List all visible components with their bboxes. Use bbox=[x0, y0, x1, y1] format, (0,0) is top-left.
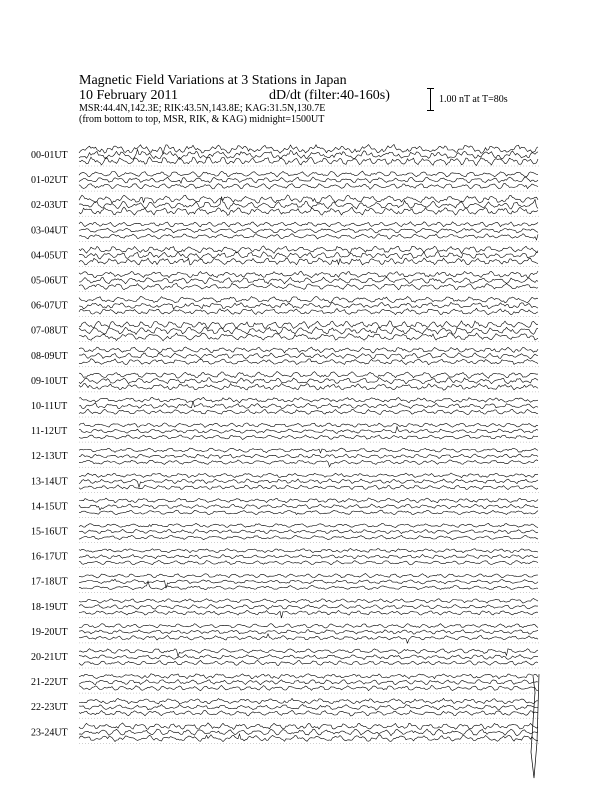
row-label-01-02UT: 01-02UT bbox=[31, 175, 68, 187]
scale-bar-label: 1.00 nT at T=80s bbox=[439, 94, 508, 105]
row-label-16-17UT: 16-17UT bbox=[31, 551, 68, 563]
trace-RIK-15-16UT bbox=[79, 529, 538, 533]
row-label-05-06UT: 05-06UT bbox=[31, 275, 68, 287]
trace-KAG-18-19UT bbox=[79, 599, 538, 604]
trace-MSR-15-16UT bbox=[79, 535, 538, 539]
trace-MSR-00-01UT bbox=[79, 157, 538, 166]
trace-MSR-09-10UT bbox=[79, 384, 538, 391]
trace-RIK-21-22UT bbox=[79, 680, 538, 685]
trace-MSR-08-09UT bbox=[79, 359, 538, 365]
trace-MSR-06-07UT bbox=[79, 308, 538, 315]
trace-RIK-10-11UT bbox=[79, 401, 538, 409]
trace-RIK-11-12UT bbox=[79, 427, 538, 434]
trace-KAG-16-17UT bbox=[79, 549, 538, 553]
trace-RIK-03-04UT bbox=[79, 228, 538, 233]
trace-KAG-14-15UT bbox=[79, 498, 538, 503]
trace-MSR-14-15UT bbox=[79, 510, 538, 515]
chart-date: 10 February 2011 bbox=[79, 88, 179, 103]
trace-KAG-15-16UT bbox=[79, 523, 538, 527]
trace-MSR-13-14UT bbox=[79, 485, 538, 490]
trace-MSR-02-03UT bbox=[79, 207, 538, 215]
trace-KAG-13-14UT bbox=[79, 473, 538, 478]
trace-KAG-10-11UT bbox=[79, 397, 538, 402]
trace-RIK-06-07UT bbox=[79, 302, 538, 309]
trace-KAG-17-18UT bbox=[79, 574, 538, 578]
trace-RIK-08-09UT bbox=[79, 353, 538, 359]
trace-MSR-11-12UT bbox=[79, 435, 538, 440]
trace-KAG-00-01UT bbox=[79, 145, 538, 155]
trace-spike bbox=[531, 674, 539, 778]
trace-RIK-17-18UT bbox=[79, 579, 538, 588]
trace-KAG-22-23UT bbox=[79, 698, 538, 704]
trace-RIK-22-23UT bbox=[79, 704, 538, 710]
row-label-07-08UT: 07-08UT bbox=[31, 325, 68, 337]
trace-MSR-07-08UT bbox=[79, 333, 538, 341]
trace-KAG-07-08UT bbox=[79, 321, 538, 329]
row-label-12-13UT: 12-13UT bbox=[31, 451, 68, 463]
row-label-10-11UT: 10-11UT bbox=[31, 401, 68, 412]
trace-RIK-16-17UT bbox=[79, 554, 538, 558]
row-label-04-05UT: 04-05UT bbox=[31, 250, 68, 262]
trace-KAG-09-10UT bbox=[79, 372, 538, 379]
row-label-23-24UT: 23-24UT bbox=[31, 727, 68, 739]
trace-MSR-16-17UT bbox=[79, 561, 538, 565]
row-label-19-20UT: 19-20UT bbox=[31, 626, 68, 638]
trace-KAG-12-13UT bbox=[79, 448, 538, 453]
trace-MSR-12-13UT bbox=[79, 460, 538, 467]
trace-KAG-11-12UT bbox=[79, 423, 538, 428]
trace-MSR-22-23UT bbox=[79, 710, 538, 716]
row-label-09-10UT: 09-10UT bbox=[31, 375, 68, 387]
row-label-18-19UT: 18-19UT bbox=[31, 601, 68, 613]
row-label-02-03UT: 02-03UT bbox=[31, 200, 68, 212]
trace-KAG-19-20UT bbox=[79, 624, 538, 628]
row-label-11-12UT: 11-12UT bbox=[31, 426, 68, 438]
chart-title: Magnetic Field Variations at 3 Stations in Japan bbox=[79, 73, 347, 88]
row-label-14-15UT: 14-15UT bbox=[31, 501, 68, 513]
station-coordinates: MSR:44.4N,142.3E; RIK:43.5N,143.8E; KAG:31.5N,130.7E bbox=[79, 103, 326, 114]
trace-MSR-21-22UT bbox=[79, 685, 538, 690]
trace-order-note: (from bottom to top, MSR, RIK, & KAG) midnight=1500UT bbox=[79, 114, 325, 125]
trace-KAG-03-04UT bbox=[79, 222, 538, 227]
trace-RIK-02-03UT bbox=[79, 197, 538, 210]
trace-MSR-05-06UT bbox=[79, 283, 538, 290]
trace-RIK-20-21UT bbox=[79, 655, 538, 660]
trace-RIK-13-14UT bbox=[79, 479, 538, 487]
row-label-03-04UT: 03-04UT bbox=[31, 225, 68, 237]
trace-RIK-05-06UT bbox=[79, 277, 538, 284]
trace-MSR-20-21UT bbox=[79, 660, 538, 665]
trace-MSR-19-20UT bbox=[79, 634, 538, 643]
trace-KAG-06-07UT bbox=[79, 297, 538, 303]
trace-MSR-18-19UT bbox=[79, 610, 538, 618]
trace-KAG-02-03UT bbox=[79, 195, 538, 203]
trace-RIK-01-02UT bbox=[79, 177, 538, 183]
row-label-06-07UT: 06-07UT bbox=[31, 300, 68, 312]
trace-KAG-01-02UT bbox=[79, 171, 538, 177]
trace-MSR-17-18UT bbox=[79, 581, 538, 589]
trace-KAG-08-09UT bbox=[79, 347, 538, 353]
row-label-00-01UT: 00-01UT bbox=[31, 150, 68, 161]
trace-MSR-04-05UT bbox=[79, 258, 538, 265]
trace-KAG-23-24UT bbox=[79, 723, 538, 730]
trace-RIK-14-15UT bbox=[79, 504, 538, 510]
row-label-08-09UT: 08-09UT bbox=[31, 350, 68, 362]
row-label-13-14UT: 13-14UT bbox=[31, 476, 68, 488]
row-label-20-21UT: 20-21UT bbox=[31, 652, 68, 663]
trace-RIK-19-20UT bbox=[79, 630, 538, 635]
trace-RIK-12-13UT bbox=[79, 454, 538, 459]
trace-KAG-04-05UT bbox=[79, 246, 538, 253]
trace-MSR-03-04UT bbox=[79, 234, 538, 240]
trace-KAG-21-22UT bbox=[79, 674, 538, 679]
row-label-22-23UT: 22-23UT bbox=[31, 702, 68, 714]
trace-RIK-18-19UT bbox=[79, 605, 538, 610]
chart-quantity: dD/dt (filter:40-160s) bbox=[269, 88, 390, 103]
trace-RIK-23-24UT bbox=[79, 729, 538, 736]
trace-MSR-01-02UT bbox=[79, 183, 538, 189]
row-label-15-16UT: 15-16UT bbox=[31, 526, 68, 538]
trace-KAG-05-06UT bbox=[79, 271, 538, 278]
trace-MSR-10-11UT bbox=[79, 409, 538, 415]
row-label-21-22UT: 21-22UT bbox=[31, 677, 68, 689]
row-label-17-18UT: 17-18UT bbox=[31, 576, 68, 588]
